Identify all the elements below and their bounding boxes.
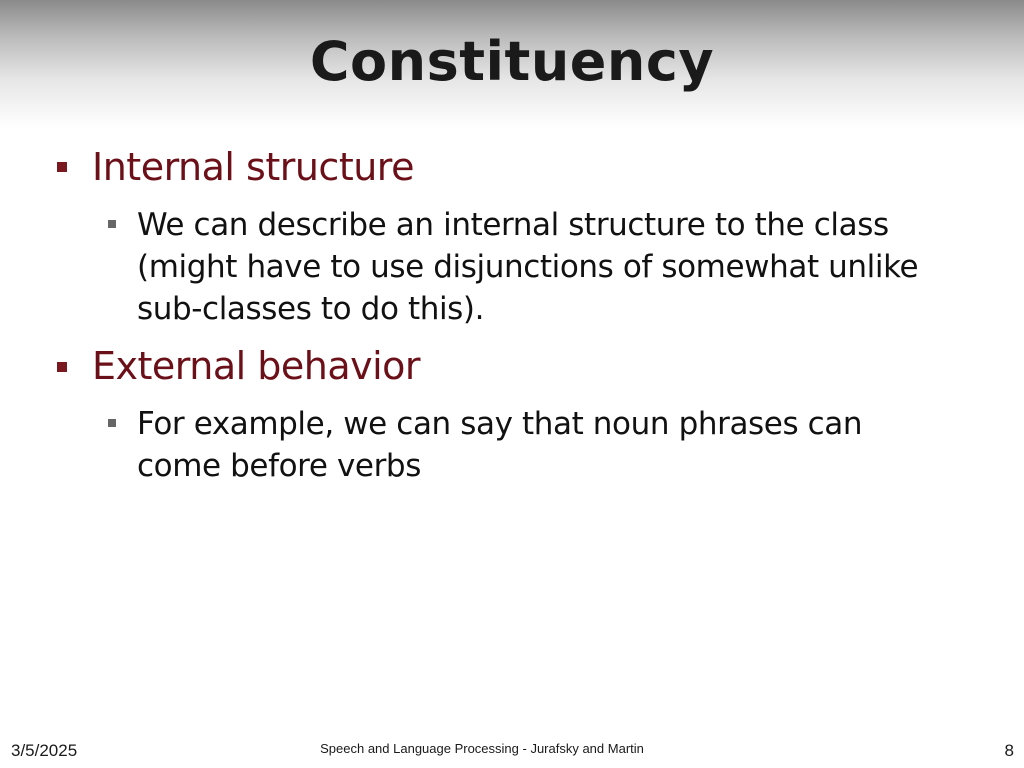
sub-bullet-text-line: (might have to use disjunctions of somewhat unlike: [137, 249, 919, 285]
sub-bullet-text-line: We can describe an internal structure to the class: [137, 207, 889, 243]
slide-page-number: 8: [1004, 741, 1014, 760]
sub-bullet-text-line: come before verbs: [137, 448, 421, 484]
footer-attribution: Speech and Language Processing - Jurafsky and Martin: [320, 741, 644, 756]
slide-title: Constituency: [309, 30, 715, 93]
sub-bullet-square-icon: [108, 220, 116, 228]
bullet-square-icon: [57, 362, 67, 372]
bullet-heading-internal-structure: Internal structure: [92, 145, 414, 189]
sub-bullet-square-icon: [108, 419, 116, 427]
sub-bullet-text-line: sub-classes to do this).: [137, 291, 485, 327]
bullet-heading-external-behavior: External behavior: [92, 344, 421, 388]
footer-date: 3/5/2025: [11, 741, 78, 760]
sub-bullet-text-line: For example, we can say that noun phrases can: [137, 406, 863, 442]
bullet-square-icon: [57, 162, 67, 172]
